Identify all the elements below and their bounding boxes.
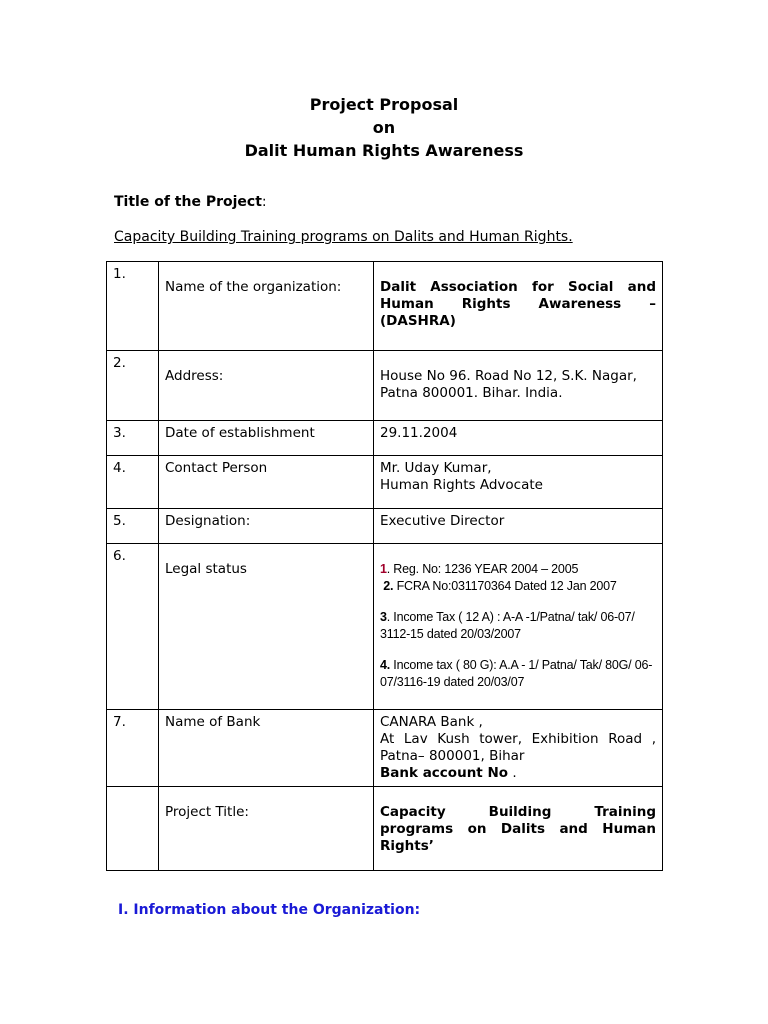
legal-item-1-number: 1 <box>380 562 387 576</box>
row-value: Capacity Building Training programs on Dalits and Human Rights’ <box>374 787 663 871</box>
table-row <box>107 262 663 351</box>
title-line-2: on <box>372 118 396 137</box>
legal-item-4-text: Income tax ( 80 G): A.A - 1/ Patna/ Tak/ 80G/ 06-07/3116-19 dated 20/03/07 <box>380 658 653 689</box>
row-number: 4. <box>107 456 159 509</box>
legal-item-4 <box>380 657 656 691</box>
bank-account-suffix: . <box>508 765 517 781</box>
project-title-label-text: Title of the Project <box>114 194 262 210</box>
legal-item-2 <box>380 578 656 595</box>
table-row <box>107 544 663 710</box>
project-title-label-colon: : <box>261 194 267 210</box>
row-label: Date of establishment <box>159 421 374 456</box>
row-label: Legal status <box>159 544 374 710</box>
title-line-3: Dalit Human Rights Awareness <box>244 141 524 160</box>
bank-account-label: Bank account No <box>380 765 509 781</box>
bank-address: At Lav Kush tower, Exhibition Road , Patna– 800001, Bihar <box>380 731 656 764</box>
legal-item-1-text: . Reg. No: 1236 YEAR 2004 – 2005 <box>386 562 579 576</box>
row-label: Name of the organization: <box>159 262 374 351</box>
row-value <box>374 456 663 509</box>
legal-item-1 <box>380 561 656 578</box>
legal-item-3 <box>380 609 656 643</box>
row-number: 6. <box>107 544 159 710</box>
table-row <box>107 351 663 421</box>
organization-info-table <box>106 261 663 871</box>
contact-name: Mr. Uday Kumar, <box>380 460 492 476</box>
project-title-label <box>114 194 267 210</box>
row-number <box>107 787 159 871</box>
table-row <box>107 787 663 871</box>
project-heading: Capacity Building Training programs on Dalits and Human Rights. <box>114 229 573 245</box>
legal-item-3-number: 3 <box>380 610 387 624</box>
table-row <box>107 509 663 544</box>
bank-account <box>380 765 656 782</box>
table-row <box>107 456 663 509</box>
contact-role: Human Rights Advocate <box>380 477 543 493</box>
title-line-1: Project Proposal <box>309 95 459 114</box>
row-number: 3. <box>107 421 159 456</box>
legal-item-4-number: 4. <box>380 658 391 672</box>
legal-item-2-text: FCRA No:031170364 Dated 12 Jan 2007 <box>393 579 617 593</box>
row-label: Name of Bank <box>159 710 374 787</box>
row-value: Dalit Association for Social and Human Rights Awareness – (DASHRA) <box>374 262 663 351</box>
row-number: 7. <box>107 710 159 787</box>
document-title <box>0 93 768 162</box>
bank-details <box>374 710 663 787</box>
legal-item-2-number: 2. <box>383 579 394 593</box>
row-label: Contact Person <box>159 456 374 509</box>
table-row <box>107 421 663 456</box>
row-label: Designation: <box>159 509 374 544</box>
legal-status-details <box>374 544 663 710</box>
row-number: 1. <box>107 262 159 351</box>
table-row <box>107 710 663 787</box>
row-value: House No 96. Road No 12, S.K. Nagar, Patna 800001. Bihar. India. <box>374 351 663 421</box>
row-number: 5. <box>107 509 159 544</box>
bank-name: CANARA Bank , <box>380 714 483 730</box>
legal-item-3-text: . Income Tax ( 12 A) : A-A -1/Patna/ tak/ 06-07/ 3112-15 dated 20/03/2007 <box>380 610 635 641</box>
row-label: Project Title: <box>159 787 374 871</box>
row-number: 2. <box>107 351 159 421</box>
row-value: Executive Director <box>374 509 663 544</box>
section-heading: I. Information about the Organization: <box>118 902 421 918</box>
row-label: Address: <box>159 351 374 421</box>
row-value: 29.11.2004 <box>374 421 663 456</box>
